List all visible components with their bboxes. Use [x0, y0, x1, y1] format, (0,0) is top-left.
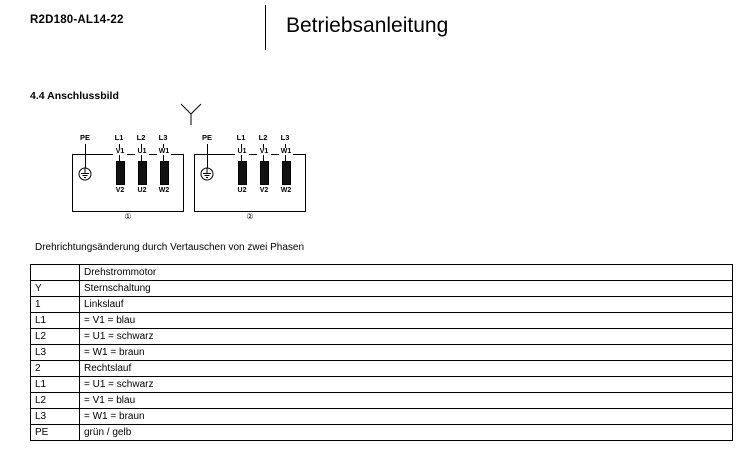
pe-lead-line: [85, 144, 86, 168]
row-key: PE: [31, 425, 80, 441]
circuit-diagram-2: [194, 130, 318, 230]
row-value: = W1 = braun: [80, 409, 733, 425]
winding-coil-1: [238, 161, 247, 185]
star-connection-icon: [178, 103, 204, 125]
winding-label-bottom-2: V2: [259, 187, 269, 194]
winding-coil-3: [160, 161, 169, 185]
table-row: [31, 265, 733, 281]
row-value: Linkslauf: [80, 297, 733, 313]
row-key: Y: [31, 281, 80, 297]
diagram-caption: Drehrichtungsänderung durch Vertauschen von zwei Phasen: [35, 242, 305, 253]
wiring-diagram: [30, 103, 330, 233]
winding-label-bottom-1: V2: [115, 187, 125, 194]
row-value: = U1 = schwarz: [80, 329, 733, 345]
model-number: R2D180-AL14-22: [30, 14, 124, 26]
row-value: = U1 = schwarz: [80, 377, 733, 393]
winding-coil-1: [116, 161, 125, 185]
winding-coil-2: [260, 161, 269, 185]
table-row: [31, 409, 733, 425]
document-title: Betriebsanleitung: [286, 14, 449, 37]
table-row: [31, 281, 733, 297]
earth-ground-icon: [200, 167, 214, 181]
terminal-label-pe: PE: [201, 133, 212, 142]
circuit-index-1: ①: [124, 212, 132, 221]
winding-label-top-2: V1: [257, 148, 271, 155]
winding-label-bottom-3: W2: [158, 187, 170, 194]
winding-coil-2: [138, 161, 147, 185]
row-value: = V1 = blau: [80, 393, 733, 409]
table-row: [31, 425, 733, 441]
winding-label-top-3: W1: [158, 148, 170, 155]
winding-label-bottom-1: U2: [237, 187, 247, 194]
terminal-label-l2: L2: [136, 133, 146, 142]
table-row: [31, 313, 733, 329]
row-value: = W1 = braun: [80, 345, 733, 361]
table-row: [31, 345, 733, 361]
row-key: L1: [31, 313, 80, 329]
row-value: Rechtslauf: [80, 361, 733, 377]
winding-label-top-1: U1: [235, 148, 249, 155]
row-value: Drehstrommotor: [80, 265, 733, 281]
legend-table-body: [31, 265, 733, 441]
section-heading: 4.4 Anschlussbild: [30, 90, 119, 102]
pe-lead-line: [207, 144, 208, 168]
header-divider: [265, 5, 266, 50]
table-row: [31, 297, 733, 313]
row-key: L2: [31, 329, 80, 345]
terminal-label-l1: L1: [114, 133, 124, 142]
winding-coil-3: [282, 161, 291, 185]
table-row: [31, 377, 733, 393]
row-key: L3: [31, 345, 80, 361]
row-value: grün / gelb: [80, 425, 733, 441]
table-row: [31, 329, 733, 345]
winding-label-bottom-3: W2: [280, 187, 292, 194]
row-key: 1: [31, 297, 80, 313]
legend-table: [30, 264, 733, 441]
winding-label-top-3: W1: [280, 148, 292, 155]
winding-label-top-1: V1: [113, 148, 127, 155]
row-key: L3: [31, 409, 80, 425]
terminal-label-pe: PE: [79, 133, 90, 142]
row-value: Sternschaltung: [80, 281, 733, 297]
circuit-index-2: ②: [246, 212, 254, 221]
row-key: 2: [31, 361, 80, 377]
row-key: L1: [31, 377, 80, 393]
earth-ground-icon: [78, 167, 92, 181]
terminal-label-l3: L3: [158, 133, 168, 142]
terminal-label-l1: L1: [236, 133, 246, 142]
circuit-diagram-1: [72, 130, 196, 230]
row-key: [31, 265, 80, 281]
table-row: [31, 361, 733, 377]
row-value: = V1 = blau: [80, 313, 733, 329]
terminal-label-l2: L2: [258, 133, 268, 142]
row-key: L2: [31, 393, 80, 409]
terminal-label-l3: L3: [280, 133, 290, 142]
page-header: [0, 0, 752, 62]
winding-label-bottom-2: U2: [137, 187, 147, 194]
winding-label-top-2: U1: [135, 148, 149, 155]
table-row: [31, 393, 733, 409]
